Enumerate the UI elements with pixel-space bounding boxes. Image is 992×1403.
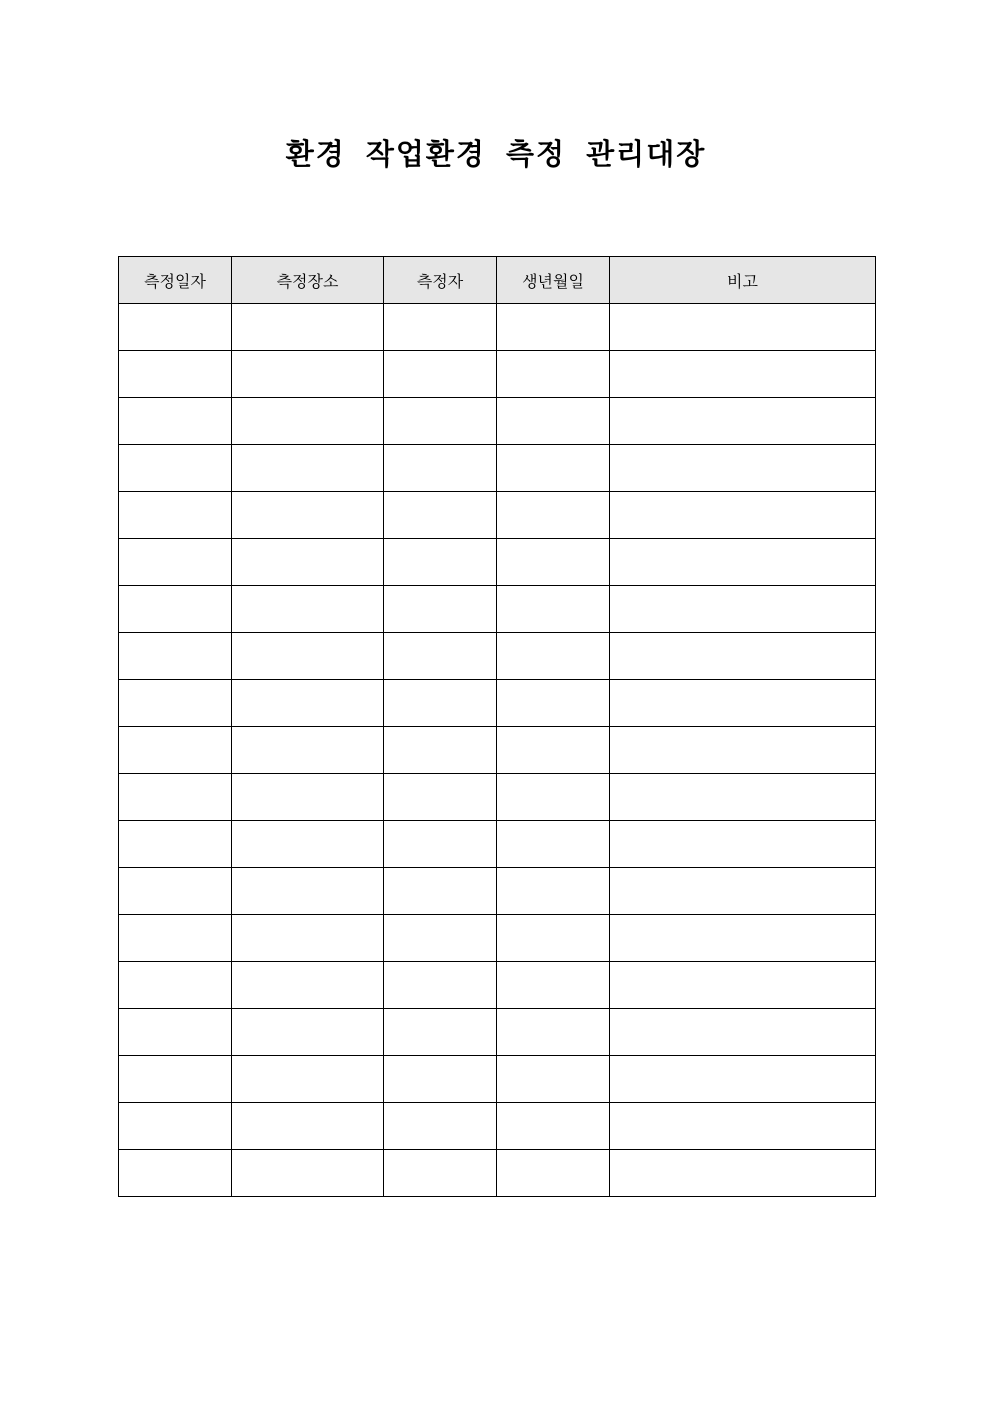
table-row [119,1103,876,1150]
measurement-location-cell[interactable] [232,821,384,868]
table-row [119,1009,876,1056]
remarks-cell[interactable] [610,492,876,539]
measurer-cell[interactable] [384,962,497,1009]
column-header-remarks: 비고 [610,257,876,304]
measurement-location-cell[interactable] [232,962,384,1009]
remarks-cell[interactable] [610,1056,876,1103]
measurement-date-cell[interactable] [119,633,232,680]
measurement-date-cell[interactable] [119,304,232,351]
measurement-location-cell[interactable] [232,868,384,915]
column-header-measurement-date: 측정일자 [119,257,232,304]
measurement-location-cell[interactable] [232,586,384,633]
column-header-measurer: 측정자 [384,257,497,304]
measurement-date-cell[interactable] [119,774,232,821]
birth-date-cell[interactable] [497,1056,610,1103]
table-row [119,962,876,1009]
measurement-location-cell[interactable] [232,539,384,586]
remarks-cell[interactable] [610,821,876,868]
remarks-cell[interactable] [610,304,876,351]
measurement-location-cell[interactable] [232,492,384,539]
remarks-cell[interactable] [610,1009,876,1056]
measurement-date-cell[interactable] [119,351,232,398]
measurer-cell[interactable] [384,445,497,492]
column-header-birth-date: 생년월일 [497,257,610,304]
measurer-cell[interactable] [384,304,497,351]
remarks-cell[interactable] [610,351,876,398]
measurement-date-cell[interactable] [119,915,232,962]
measurement-location-cell[interactable] [232,304,384,351]
table-row [119,633,876,680]
measurement-date-cell[interactable] [119,492,232,539]
remarks-cell[interactable] [610,962,876,1009]
measurement-location-cell[interactable] [232,445,384,492]
birth-date-cell[interactable] [497,1103,610,1150]
measurement-date-cell[interactable] [119,1009,232,1056]
remarks-cell[interactable] [610,1150,876,1197]
measurer-cell[interactable] [384,774,497,821]
birth-date-cell[interactable] [497,492,610,539]
measurement-date-cell[interactable] [119,586,232,633]
remarks-cell[interactable] [610,633,876,680]
measurement-location-cell[interactable] [232,1103,384,1150]
table-row [119,586,876,633]
remarks-cell[interactable] [610,539,876,586]
measurer-cell[interactable] [384,868,497,915]
birth-date-cell[interactable] [497,398,610,445]
table-row [119,1150,876,1197]
table-header-row [119,257,876,304]
birth-date-cell[interactable] [497,1009,610,1056]
remarks-cell[interactable] [610,680,876,727]
measurement-location-cell[interactable] [232,1009,384,1056]
remarks-cell[interactable] [610,445,876,492]
birth-date-cell[interactable] [497,727,610,774]
remarks-cell[interactable] [610,774,876,821]
measurement-date-cell[interactable] [119,821,232,868]
table-row [119,304,876,351]
remarks-cell[interactable] [610,915,876,962]
birth-date-cell[interactable] [497,774,610,821]
measurement-date-cell[interactable] [119,539,232,586]
table-row [119,1056,876,1103]
table-body [119,304,876,1197]
measurer-cell[interactable] [384,821,497,868]
birth-date-cell[interactable] [497,586,610,633]
measurement-location-cell[interactable] [232,351,384,398]
measurement-date-cell[interactable] [119,680,232,727]
measurer-cell[interactable] [384,492,497,539]
measurer-cell[interactable] [384,1150,497,1197]
measurement-location-cell[interactable] [232,1150,384,1197]
column-header-measurement-location: 측정장소 [232,257,384,304]
page-title: 환경 작업환경 측정 관리대장 [285,137,707,171]
remarks-cell[interactable] [610,398,876,445]
birth-date-cell[interactable] [497,962,610,1009]
measurer-cell[interactable] [384,727,497,774]
birth-date-cell[interactable] [497,821,610,868]
birth-date-cell[interactable] [497,539,610,586]
measurer-cell[interactable] [384,586,497,633]
measurement-date-cell[interactable] [119,398,232,445]
table-row [119,492,876,539]
birth-date-cell[interactable] [497,1150,610,1197]
measurement-date-cell[interactable] [119,1150,232,1197]
table-row [119,727,876,774]
birth-date-cell[interactable] [497,680,610,727]
table-row [119,445,876,492]
birth-date-cell[interactable] [497,445,610,492]
measurer-cell[interactable] [384,351,497,398]
measurement-location-cell[interactable] [232,398,384,445]
remarks-cell[interactable] [610,727,876,774]
measurement-location-cell[interactable] [232,680,384,727]
measurement-date-cell[interactable] [119,1056,232,1103]
measurer-cell[interactable] [384,633,497,680]
remarks-cell[interactable] [610,586,876,633]
birth-date-cell[interactable] [497,633,610,680]
measurement-location-cell[interactable] [232,774,384,821]
measurer-cell[interactable] [384,1009,497,1056]
measurement-location-cell[interactable] [232,915,384,962]
table-row [119,680,876,727]
table-row [119,774,876,821]
table-row [119,915,876,962]
measurement-location-cell[interactable] [232,1056,384,1103]
measurement-date-cell[interactable] [119,962,232,1009]
measurement-location-cell[interactable] [232,727,384,774]
remarks-cell[interactable] [610,868,876,915]
measurement-date-cell[interactable] [119,1103,232,1150]
table-row [119,351,876,398]
measurer-cell[interactable] [384,1103,497,1150]
measurement-location-cell[interactable] [232,633,384,680]
measurement-register-table [118,256,876,1197]
birth-date-cell[interactable] [497,304,610,351]
measurer-cell[interactable] [384,398,497,445]
measurement-date-cell[interactable] [119,868,232,915]
table-row [119,539,876,586]
table-row [119,868,876,915]
table-row [119,821,876,868]
measurer-cell[interactable] [384,915,497,962]
birth-date-cell[interactable] [497,351,610,398]
measurer-cell[interactable] [384,1056,497,1103]
table-row [119,398,876,445]
measurer-cell[interactable] [384,539,497,586]
remarks-cell[interactable] [610,1103,876,1150]
measurement-date-cell[interactable] [119,727,232,774]
birth-date-cell[interactable] [497,915,610,962]
measurement-date-cell[interactable] [119,445,232,492]
measurer-cell[interactable] [384,680,497,727]
birth-date-cell[interactable] [497,868,610,915]
